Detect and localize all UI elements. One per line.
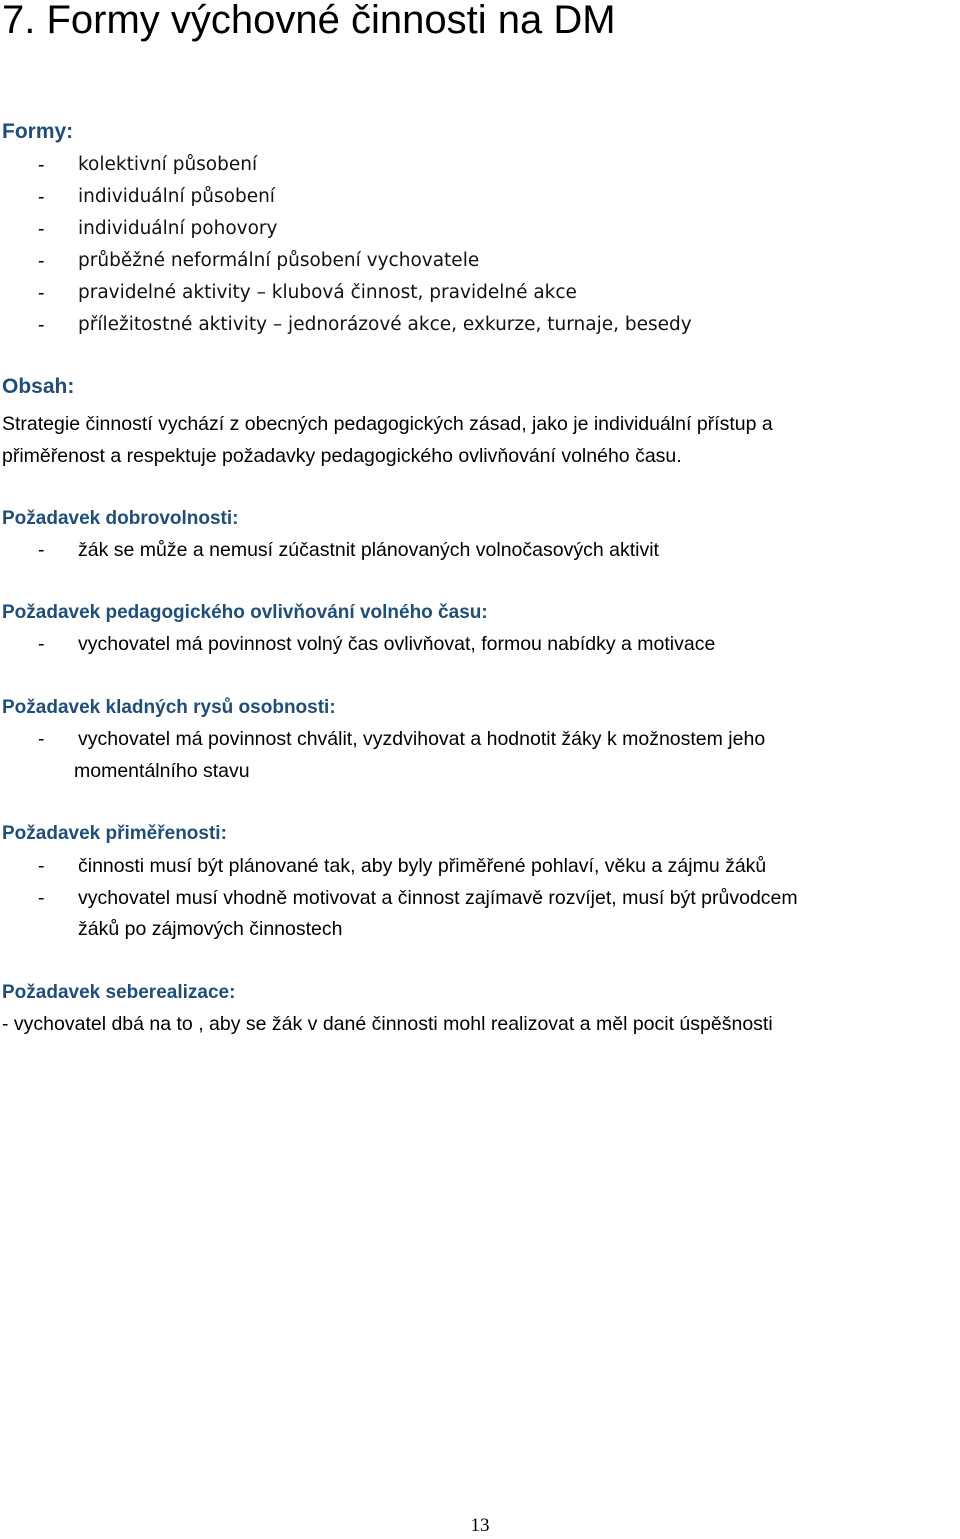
list-item-text: pravidelné aktivity – klubová činnost, pravidelné akce [78,282,577,303]
list-dash: - [38,282,45,304]
paragraph-line: Strategie činností vychází z obecných pedagogických zásad, jako je individuální přístup a [2,413,773,435]
section-heading-primerenost: Požadavek přiměřenosti: [2,823,227,844]
list-dash: - [38,633,45,655]
list-item-text: žáků po zájmových činnostech [78,918,343,940]
list-dash: - [38,887,45,909]
paragraph-line: přiměřenost a respektuje požadavky pedagogického ovlivňování volného času. [2,445,682,467]
list-dash: - [38,728,45,750]
list-item-text: činnosti musí být plánované tak, aby byly přiměřené pohlaví, věku a zájmu žáků [78,855,767,877]
list-item-text: vychovatel má povinnost volný čas ovlivňovat, formou nabídky a motivace [78,633,716,655]
list-dash: - [38,186,45,208]
list-dash: - [38,218,45,240]
section-heading-formy: Formy: [2,120,74,143]
page-number: 13 [470,1515,490,1536]
list-dash: - [38,314,45,336]
list-dash: - [38,539,45,561]
list-item-text: příležitostné aktivity – jednorázové akce, exkurze, turnaje, besedy [78,314,692,335]
paragraph-line: - vychovatel dbá na to , aby se žák v dané činnosti mohl realizovat a měl pocit úspěšnosti [2,1013,773,1035]
section-heading-dobrovolnost: Požadavek dobrovolnosti: [2,508,239,529]
list-dash: - [38,855,45,877]
list-item-text: žák se může a nemusí zúčastnit plánovaných volnočasových aktivit [78,539,659,561]
section-heading-obsah: Obsah: [2,375,75,398]
list-item-text: momentálního stavu [74,760,250,782]
list-dash: - [38,250,45,272]
list-dash: - [38,154,45,176]
section-heading-kladne-rysy: Požadavek kladných rysů osobnosti: [2,697,336,718]
list-item-text: individuální pohovory [78,218,278,239]
list-item-text: individuální působení [78,186,275,207]
section-heading-pedagogicke: Požadavek pedagogického ovlivňování volného času: [2,602,488,623]
section-heading-seberealizace: Požadavek seberealizace: [2,982,236,1003]
list-item-text: průběžné neformální působení vychovatele [78,250,480,271]
page-title: 7. Formy výchovné činnosti na DM [2,0,616,42]
list-item-text: vychovatel musí vhodně motivovat a činnost zajímavě rozvíjet, musí být průvodcem [78,887,798,909]
list-item-text: kolektivní působení [78,154,258,175]
list-item-text: vychovatel má povinnost chválit, vyzdvihovat a hodnotit žáky k možnostem jeho [78,728,766,750]
